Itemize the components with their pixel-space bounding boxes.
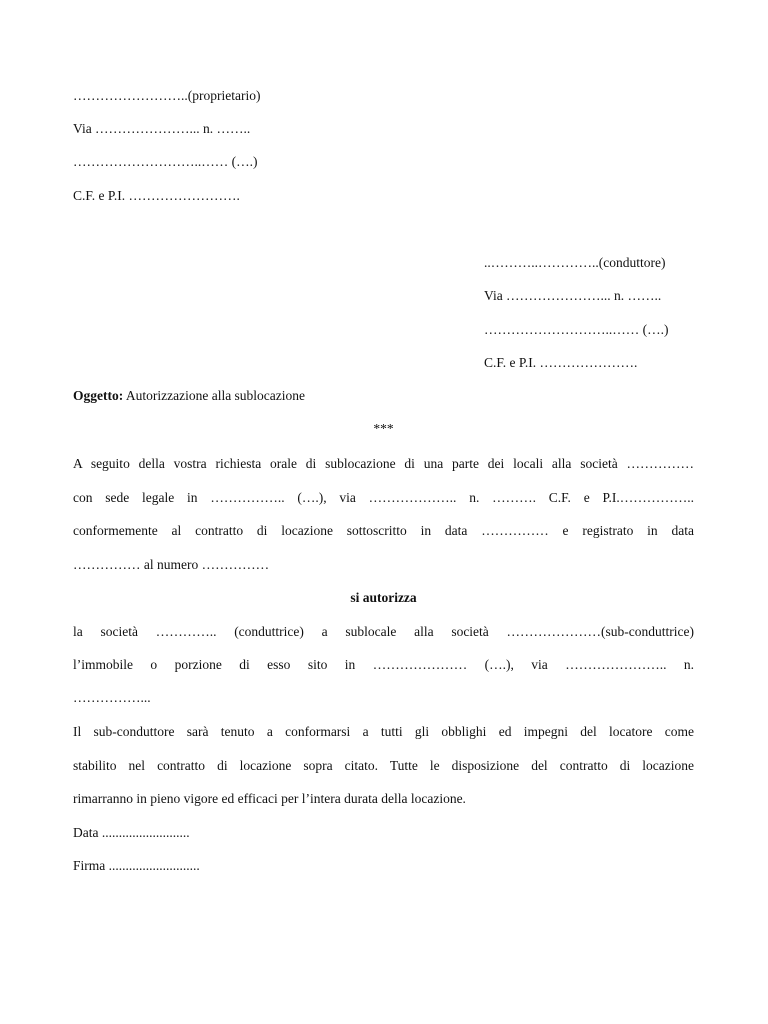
subject-line <box>73 388 305 404</box>
paragraph-1-line-4: …………… al numero …………… <box>73 557 270 572</box>
recipient-tax-id: C.F. e P.I. …………………. <box>484 355 638 370</box>
date-line: Data .......................... <box>73 825 190 840</box>
paragraph-3-line-3: rimarranno in pieno vigore ed efficaci per l’intera durata della locazione. <box>73 791 466 806</box>
sender-tax-id: C.F. e P.I. ……………………. <box>73 188 240 203</box>
authorize-heading: si autorizza <box>350 590 417 605</box>
paragraph-3-line-2: stabilito nel contratto di locazione sopra citato. Tutte le disposizione del contratto di locazione <box>73 758 694 773</box>
separator: *** <box>373 421 394 436</box>
paragraph-3-line-1: Il sub-conduttore sarà tenuto a conformarsi a tutti gli obblighi ed impegni del locatore come <box>73 724 694 739</box>
sender-city: ………………………..…… (….) <box>73 154 258 169</box>
recipient-street: Via …………………... n. …….. <box>484 288 662 303</box>
subject-text: Autorizzazione alla sublocazione <box>123 388 306 403</box>
subject-label: Oggetto: <box>73 388 124 403</box>
paragraph-2-line-3: ……………... <box>73 690 151 705</box>
paragraph-1-line-2: con sede legale in …………….. (….), via ……………….. n. ………. C.F. e P.I.…………….. <box>73 490 694 505</box>
sender-name: ……………………..(proprietario) <box>73 88 261 103</box>
paragraph-1-line-3: conformemente al contratto di locazione sottoscritto in data …………… e registrato in data <box>73 523 694 538</box>
sender-street: Via …………………... n. …….. <box>73 121 251 136</box>
paragraph-1-line-1: A seguito della vostra richiesta orale di sublocazione di una parte dei locali alla società …………… <box>73 456 694 471</box>
paragraph-2-line-1: la società ………….. (conduttrice) a sublocale alla società …………………(sub-conduttrice) <box>73 624 694 639</box>
signature-line: Firma ........................... <box>73 858 200 873</box>
recipient-name: ..………..…………..(conduttore) <box>484 255 666 270</box>
paragraph-2-line-2: l’immobile o porzione di esso sito in ………………… (….), via ………………….. n. <box>73 657 694 672</box>
recipient-city: ………………………..…… (….) <box>484 322 669 337</box>
